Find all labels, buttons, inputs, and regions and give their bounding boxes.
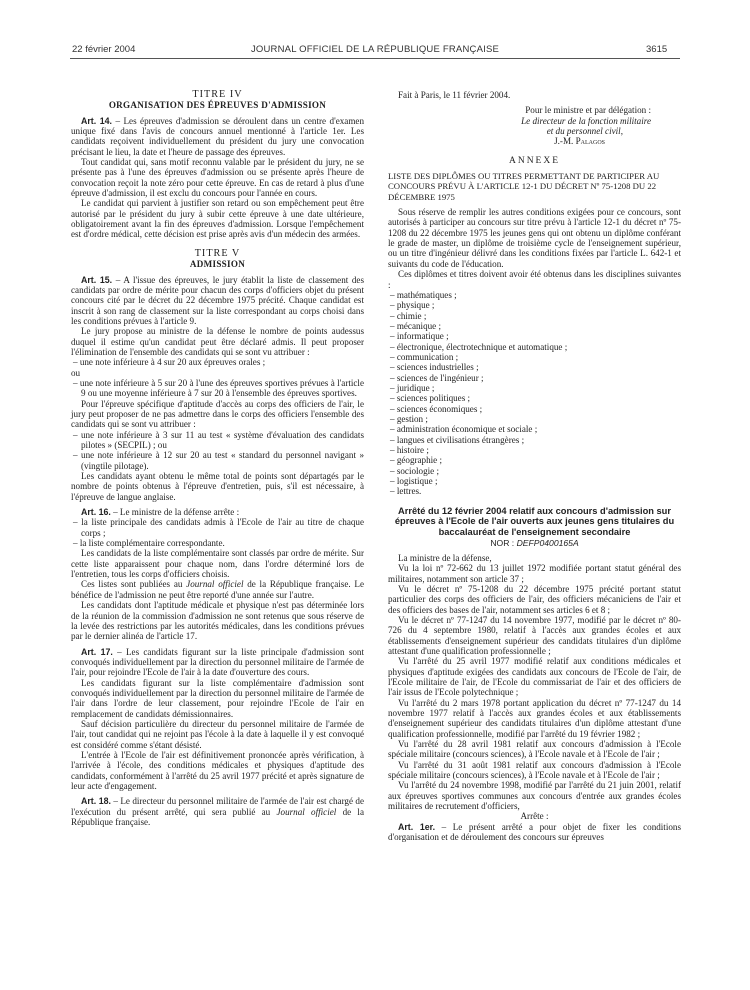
titre-iv-subheading: ORGANISATION DES ÉPREUVES D'ADMISSION [108,100,327,111]
article-15-item-4: – une note inférieure à 12 sur 20 au test « standard du personnel navigant » (vingtile pilotage). [73,450,364,471]
list-item: – informatique ; [390,331,449,342]
list-item: – électronique, électrotechnique et automatique ; [390,341,568,352]
vu-item-8: Vu l'arrêté du 24 novembre 1998, modifié par l'arrêté du 21 juin 2001, relatif aux épreuves sportives communes aux concours d'entrée aux grandes écoles militaires de recrutement d'officiers, [388,780,681,812]
titre-v-subheading: ADMISSION [189,259,246,270]
vu-item-6: Vu l'arrêté du 28 avril 1981 relatif aux concours d'admission à l'Ecole spéciale militaire (concours sciences), à l'Ecole navale et à l'Ecole de l'air ; [388,739,681,760]
article-16-item-1: – la liste principale des candidats admis à l'Ecole de l'air au titre de chaque corps ; [73,517,364,538]
article-16-para-2: Les candidats de la liste complémentaire sont classés par ordre de mérite. Sur cette liste apparaissent pour chaque nom, dans l'ordre déterminé lors de l'entretien, tous les corps d'officiers choisis. [71,548,364,580]
list-item: – juridique ; [390,382,435,393]
article-17-para-3: Sauf décision particulière du directeur du personnel militaire de l'armée de l'air, tout candidat qui ne rejoint pas l'école à la date à laquelle il y est convoqué est considéré comme s'étant désisté. [71,718,364,750]
signature-line-1: Pour le ministre et par délégation : [525,105,651,116]
article-14-para-2: Tout candidat qui, sans motif reconnu valable par le président du jury, ne se présente pas à l'une des épreuves d'admission ou se présente après l'heure de convocation reçoit la note zéro pour cette épreuve. En cas de retard à plus d'une épreuve d'admission, il est exclu du concours pour l'année en cours. [71,157,364,199]
annexe-para-2: Ces diplômes et titres doivent avoir été obtenus dans les disciplines suivantes : [388,269,681,290]
list-item: – géographie ; [390,455,443,466]
list-item: – logistique ; [390,476,438,487]
article-15-item-3: – une note inférieure à 3 sur 11 au test « système d'évaluation des candidats pilotes » (SECPIL) ; ou [73,429,364,450]
list-item: – mécanique ; [390,320,442,331]
article-16-para-3: Ces listes sont publiées au Journal officiel de la République française. Le bénéfice de l'admission ne peut être reporté d'une année sur l'autre. [71,579,364,600]
left-column [71,90,364,827]
arrete-title: Arrêté du 12 février 2004 relatif aux concours d'admission sur épreuves à l'Ecole de l'air ouverts aux jeunes gens titulaires du baccalauréat de l'enseignement secondaire [394,505,675,537]
arrete-label: Arrête : [520,811,549,822]
article-15-para-3: Pour l'épreuve spécifique d'aptitude d'accès au corps des officiers de l'air, le jury peut proposer de ne pas admettre dans le corps des officiers l'ensemble des candidats qui se sont vu attribuer : [71,398,364,430]
list-item: – gestion ; [390,413,428,424]
nor-reference: NOR : DEFP0400165A [490,537,579,548]
signature-line-2: Le directeur de la fonction militaire [521,115,651,126]
list-item: – sciences politiques ; [390,393,471,404]
list-item: – physique ; [390,300,435,311]
list-item: – sociologie ; [390,465,439,476]
article-15-ou: ou [71,367,81,378]
page-header [0,44,750,56]
right-column [388,90,681,842]
annexe-title: LISTE DES DIPLÔMES OU TITRES PERMETTANT DE PARTICIPER AU CONCOURS PRÉVU À L'ARTICLE 12-1 DU DÉCRET Nº 75-1208 DU 22 DÉCEMBRE 1975 [388,171,660,202]
article-15-item-2: – une note inférieure à 5 sur 20 à l'une des épreuves sportives prévues à l'article 9 ou une moyenne inférieure à 7 sur 20 à l'ensemble des épreuves sportives. [73,377,364,399]
signature-line-3: et du personnel civil, [546,126,623,137]
article-15-para-4: Les candidats ayant obtenu le même total de points sont départagés par le nombre de points obtenus à l'épreuve d'entretien, puis, s'il est nécessaire, à l'épreuve de langue anglaise. [71,471,364,502]
article-18-label: Art. 18. [81,796,111,807]
list-item: – lettres. [390,486,422,497]
header-page-number: 3615 [646,44,668,55]
article-14-para-1: Art. 14. – Les épreuves d'admission se déroulent dans un centre d'examen unique fixé dans l'avis de concours annuel mentionné à l'article 1er. Les candidats reçoivent individuellement du président du jury une convocation précisant le lieu, la date et l'heure de passage des épreuves. [71,115,364,157]
article-18-para-1: Art. 18. – Le directeur du personnel militaire de l'armée de l'air est chargé de l'exécution du présent arrêté, qui sera publié au Journal officiel de la République française. [71,796,365,828]
article-15-item-1: – une note inférieure à 4 sur 20 aux épreuves orales ; [73,357,266,368]
titre-iv-heading: TITRE IV [192,89,243,100]
signatory-name: J.-M. Palagos [554,136,605,147]
list-item: – histoire ; [390,445,429,455]
article-15-label: Art. 15. [81,274,113,285]
article-16-item-2: – la liste complémentaire correspondante. [73,538,225,549]
vu-item-5: Vu l'arrêté du 2 mars 1978 portant application du décret nº 77-1247 du 14 novembre 1977 relatif à l'accès aux grandes écoles et aux établissements d'enseignement supérieur des candidats titulaires d'un diplôme attestant d'une qualification professionnelle, modifié par l'arrêté du 19 février 1982 ; [388,697,681,739]
list-item: – communication ; [390,351,459,362]
list-item: – administration économique et sociale ; [390,424,538,435]
list-item: – chimie ; [390,310,427,321]
list-item: – langues et civilisations étrangères ; [390,434,525,445]
list-item: – sciences industrielles ; [390,362,479,373]
article-16-para-1: Art. 16. – Le ministre de la défense arrête : [81,507,240,518]
annexe-heading: ANNEXE [508,155,561,166]
article-17-para-4: L'entrée à l'Ecole de l'air est définitivement prononcée après vérification, à l'arrivée à l'école, des conditions médicales et physiques d'aptitude des candidats, conformément à l'arrêté du 25 avril 1977 précité et après signature de leur acte d'engagement. [71,749,364,791]
signature-date: Fait à Paris, le 11 février 2004. [398,90,511,100]
vu-item-7: Vu l'arrêté du 31 août 1981 relatif aux concours d'admission à l'Ecole spéciale militaire (concours sciences), à l'Ecole navale et à l'Ecole de l'air ; [388,759,681,781]
article-14-para-3: Le candidat qui parvient à justifier son retard ou son empêchement peut être autorisé par le président du jury à subir cette épreuve à une date ultérieure, obligatoirement avant la fin des épreuves d'admission. Lorsque l'empêchement est d'ordre médical, cette décision est prise après avis d'un médecin des armées. [71,198,364,240]
list-item: – sciences de l'ingénieur ; [390,372,484,383]
vu-item-4: Vu l'arrêté du 25 avril 1977 modifié relatif aux conditions médicales et physiques d'aptitude exigées des candidats aux concours de l'Ecole de l'air, de l'Ecole militaire de l'air, de l'Ecole du commissariat de l'air et des officiers de l'air issus de l'Ecole polytechnique ; [388,656,681,698]
list-item: – mathématiques ; [390,289,457,300]
list-item: – sciences économiques ; [390,403,483,414]
header-date: 22 février 2004 [72,44,136,55]
article-17-para-1: Art. 17. – Les candidats figurant sur la liste principale d'admission sont convoqués individuellement par la direction du personnel militaire de l'armée de l'air, pour rejoindre l'Ecole de l'air à la date d'ouverture des cours. [71,646,364,678]
article-17-label: Art. 17. [81,646,113,657]
article-14-label: Art. 14. [81,115,113,126]
article-15-para-1: Art. 15. – A l'issue des épreuves, le jury établit la liste de classement des candidats par ordre de mérite pour chacun des corps d'officiers objet du présent concours cité par le décret du 22 décembre 1975 précité. Chaque candidat est inscrit à son rang de classement sur la liste correspondant au corps choisi dans les conditions prévues à l'article 9. [71,274,364,326]
vu-item-1: Vu la loi nº 72-662 du 13 juillet 1972 modifiée portant statut général des militaires, notamment son article 37 ; [388,563,681,584]
article-1-para: Art. 1er. – Le présent arrêté a pour objet de fixer les conditions d'organisation et de déroulement des concours sur épreuves [388,821,681,843]
header-rule [70,58,680,59]
annexe-para-1: Sous réserve de remplir les autres conditions exigées pour ce concours, sont autorisés à participer au concours sur titre prévu à l'article 12-1 du décret nº 75-1208 du 22 décembre 1975 les jeunes gens qui ont obtenu un diplôme conférant le grade de master, un diplôme de troisième cycle de l'enseignement supérieur, ou un titre d'ingénieur délivré dans les conditions fixées par l'article L. 642-1 et suivants du code de l'éducation. [388,207,681,269]
article-16-para-4: Les candidats dont l'aptitude médicale et physique n'est pas déterminée lors de la réunion de la commission d'admission ne sont retenus que sous réserve de la levée des restrictions par les autorités médicales, dans les conditions prévues par le dernier alinéa de l'article 17. [71,600,364,642]
disciplines-list [388,290,681,497]
minister-line: La ministre de la défense, [398,552,492,563]
article-1-label: Art. 1er. [398,821,436,832]
article-15-para-2: Le jury propose au ministre de la défense le nombre de points audessus duquel il estime qu'un candidat peut être déclaré admis. Il peut proposer l'élimination de l'ensemble des candidats qui se sont vu attribuer : [71,326,364,357]
vu-item-2: Vu le décret nº 75-1208 du 22 décembre 1975 précité portant statut particulier des corps des officiers de l'air, des officiers mécaniciens de l'air et des officiers des bases de l'air, notamment ses articles 6 et 8 ; [388,583,681,615]
titre-v-heading: TITRE V [194,247,241,259]
article-17-para-2: Les candidats figurant sur la liste complémentaire d'admission sont convoqués individuellement par la direction du personnel militaire de l'armée de l'air dans l'ordre de leur classement, pour rejoindre l'Ecole de l'air en remplacement de candidats démissionnaires. [71,677,364,719]
vu-item-3: Vu le décret nº 77-1247 du 14 novembre 1977, modifié par le décret nº 80-726 du 4 septembre 1980, relatif à l'accès aux grandes écoles et aux établissements d'enseignement supérieur des candidats titulaires d'un diplôme attestant d'une qualification professionnelle ; [388,614,681,656]
header-journal-title: JOURNAL OFFICIEL DE LA RÉPUBLIQUE FRANÇAISE [250,44,500,55]
article-16-label: Art. 16. [81,507,111,518]
